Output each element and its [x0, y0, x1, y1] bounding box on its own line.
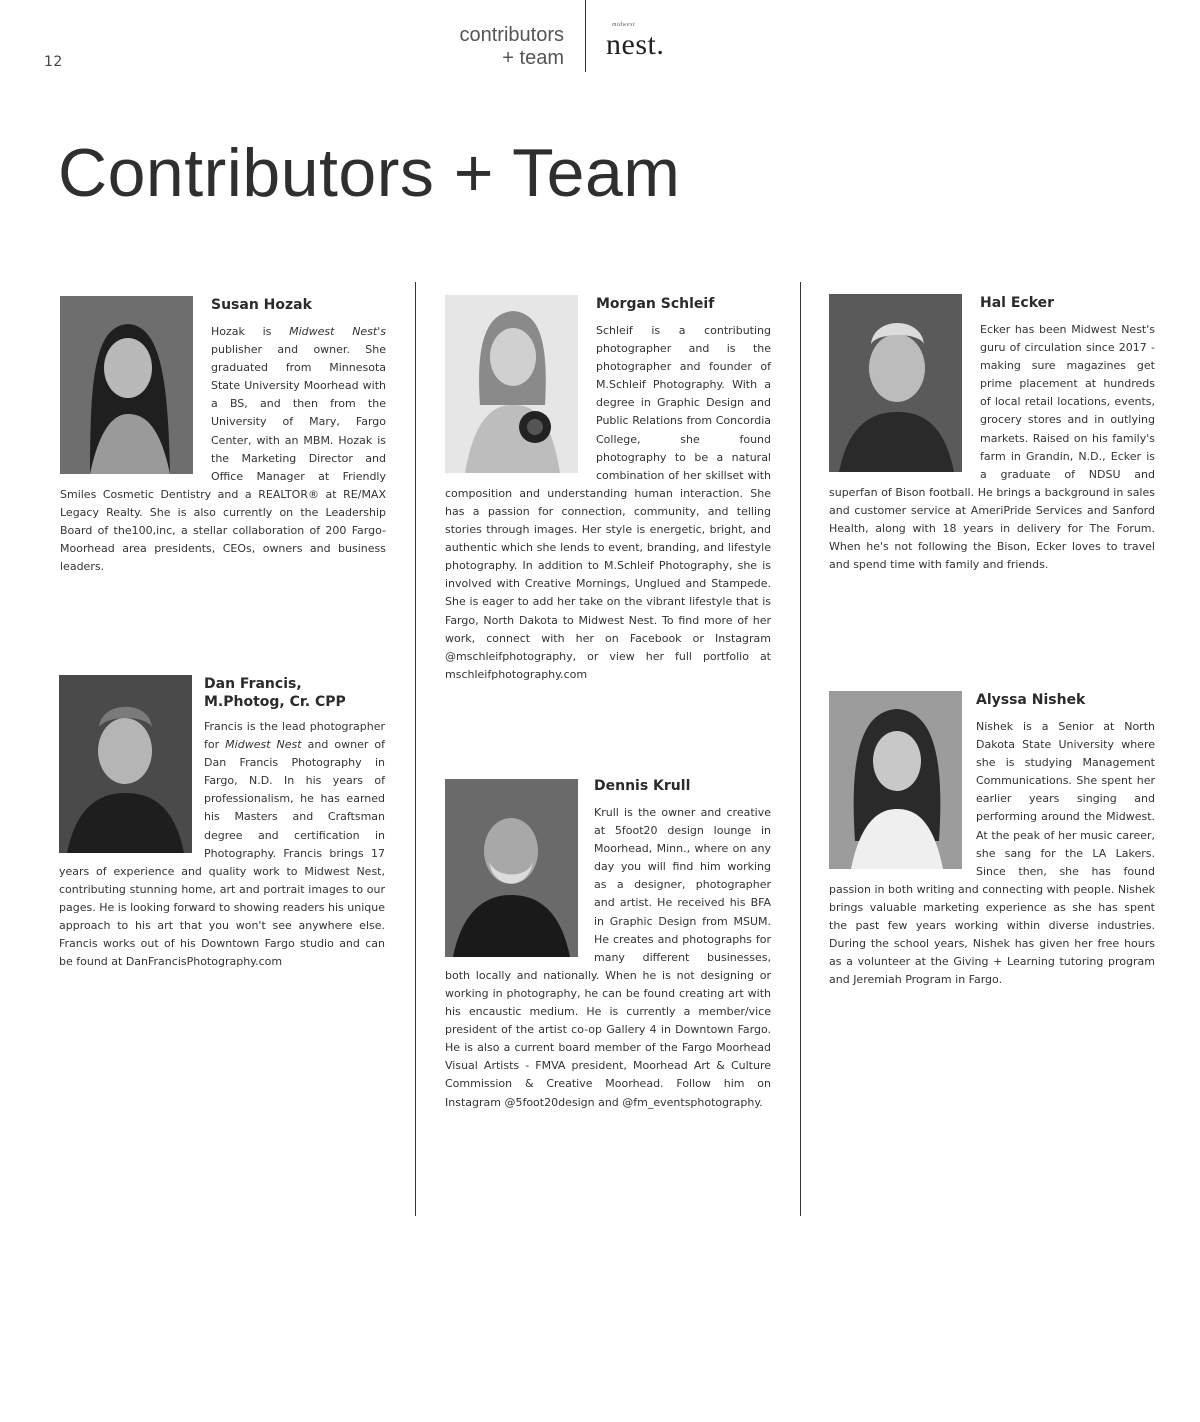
portrait-photo [59, 675, 192, 853]
section-label-line2: + team [502, 47, 564, 69]
section-label [460, 24, 565, 70]
portrait-image-hal [829, 294, 962, 472]
contributor-bio: Francis is the lead photographer for Midwest Nest and owner of Dan Francis Photography in Fargo, N.D. In his years of professionalism, he has earned his Masters and Craftsman degree and certification in Photography. Francis brings 17 years of experience and quality work to Midwest Nest, contributing stunning home, art and portrait images to our pages. He is looking forward to showing readers his unique approach to his art that you won't see anywhere else. Francis works out of his Downtown Fargo studio and can be found at DanFrancisPhotography.com [59, 720, 386, 969]
contributor-bio: Ecker has been Midwest Nest's guru of circulation since 2017 - making sure magazines get prime placement at hundreds of local retail locations, events, grocery stores and in outlying markets. Raised on his family's farm in Grandin, N.D., Ecker is a graduate of NDSU and superfan of Bison football. He brings a background in sales and customer service at AmeriPride Services and Sanford Health, along with 18 years in delivery for The Forum. When he's not following the Bison, Ecker loves to travel and spend time with family and friends. [829, 323, 1155, 572]
section-label-line1: contributors [459, 24, 564, 46]
contributor-card-susan-hozak [60, 296, 386, 576]
magazine-logo-small: midwest [612, 22, 636, 28]
contributor-name: Hal Ecker [980, 295, 1055, 311]
contributor-name: Susan Hozak [211, 297, 312, 313]
portrait-image-dan [59, 675, 192, 853]
contributor-name-line2: M.Photog, Cr. CPP [204, 694, 346, 710]
magazine-logo-text: nest. [606, 28, 665, 61]
contributor-name-line1: Dan Francis, [204, 676, 302, 692]
contributor-name: Morgan Schleif [596, 296, 715, 312]
contributor-name: Alyssa Nishek [976, 692, 1086, 708]
contributor-bio: Nishek is a Senior at North Dakota State University where she is studying Management Communications. She spent her earlier years singing and performing around the Midwest. At the peak of her music career, she sang for the LA Lakers. Since then, she has found passion in both writing and connecting with people. Nishek brings valuable marketing experience as she has spent the past few years working within diverse industries. During the school years, Nishek has given her free hours as a volunteer at the Giving + Learning tutoring program and Jeremiah Program in Fargo. [829, 720, 1155, 987]
page-number: 12 [44, 54, 63, 70]
column-divider-2 [800, 282, 801, 1216]
contributor-card-morgan-schleif [445, 295, 771, 684]
contributor-bio: Krull is the owner and creative at 5foot20 design lounge in Moorhead, Minn., where on any day you will find him working as a designer, photographer and artist. He received his BFA in Graphic Design from MSUM. He creates and photographs for many different businesses, both locally and nationally. When he is not designing or working in photography, he can be found creating art with his encaustic medium. He is currently a member/vice president of the artist co-op Gallery 4 in Downtown Fargo. He is also a current board member of the Fargo Moorhead Visual Artists - FMVA president, Moorhead Art & Culture Commission & Creative Moorhead. Follow him on Instagram @5foot20design and @fm_eventsphotography. [445, 806, 771, 1109]
contributor-card-alyssa-nishek [829, 691, 1155, 989]
masthead-divider [585, 0, 586, 72]
column-divider-1 [415, 282, 416, 1216]
portrait-photo [445, 295, 578, 473]
portrait-image-dennis [445, 779, 578, 957]
portrait-photo [60, 296, 193, 474]
portrait-photo [829, 691, 962, 869]
contributor-card-dennis-krull [445, 779, 771, 1112]
portrait-photo [445, 779, 578, 957]
contributor-bio: Schleif is a contributing photographer and is the photographer and founder of M.Schleif Photography. With a degree in Graphic Design and Public Relations from Concordia College, she found photography to be a natural combination of her skillset with composition and understanding human interaction. She has a passion for connection, community, and telling stories through images. Her style is energetic, bright, and authentic which she lends to event, branding, and lifestyle photography. In addition to M.Schleif Photography, she is involved with Creative Mornings, Unglued and Stampede. She is eager to add her take on the vibrant lifestyle that is Fargo, North Dakota to Midwest Nest. To find more of her work, connect with her on Facebook or Instagram @mschleifphotography, or view her full portfolio at mschleifphotography.com [445, 324, 771, 681]
magazine-logo [606, 22, 665, 62]
portrait-image-morgan [445, 295, 578, 473]
portrait-photo [829, 294, 962, 472]
contributor-card-hal-ecker [829, 294, 1155, 574]
portrait-image-susan [60, 296, 193, 474]
contributor-card-dan-francis [59, 675, 385, 971]
page-title: Contributors + Team [58, 135, 681, 211]
contributor-bio: Hozak is Midwest Nest's publisher and owner. She graduated from Minnesota State University Moorhead with a BS, and then from the University of Mary, Fargo Center, with an MBM. Hozak is the Marketing Director and Office Manager at Friendly Smiles Cosmetic Dentistry and a REALTOR® at RE/MAX Legacy Realty. She is also currently on the Leadership Board of the100,inc, a stellar collaboration of 200 Fargo-Moorhead area presidents, CEOs, owners and business leaders. [60, 325, 386, 574]
contributor-name: Dennis Krull [594, 778, 691, 794]
portrait-image-alyssa [829, 691, 962, 869]
